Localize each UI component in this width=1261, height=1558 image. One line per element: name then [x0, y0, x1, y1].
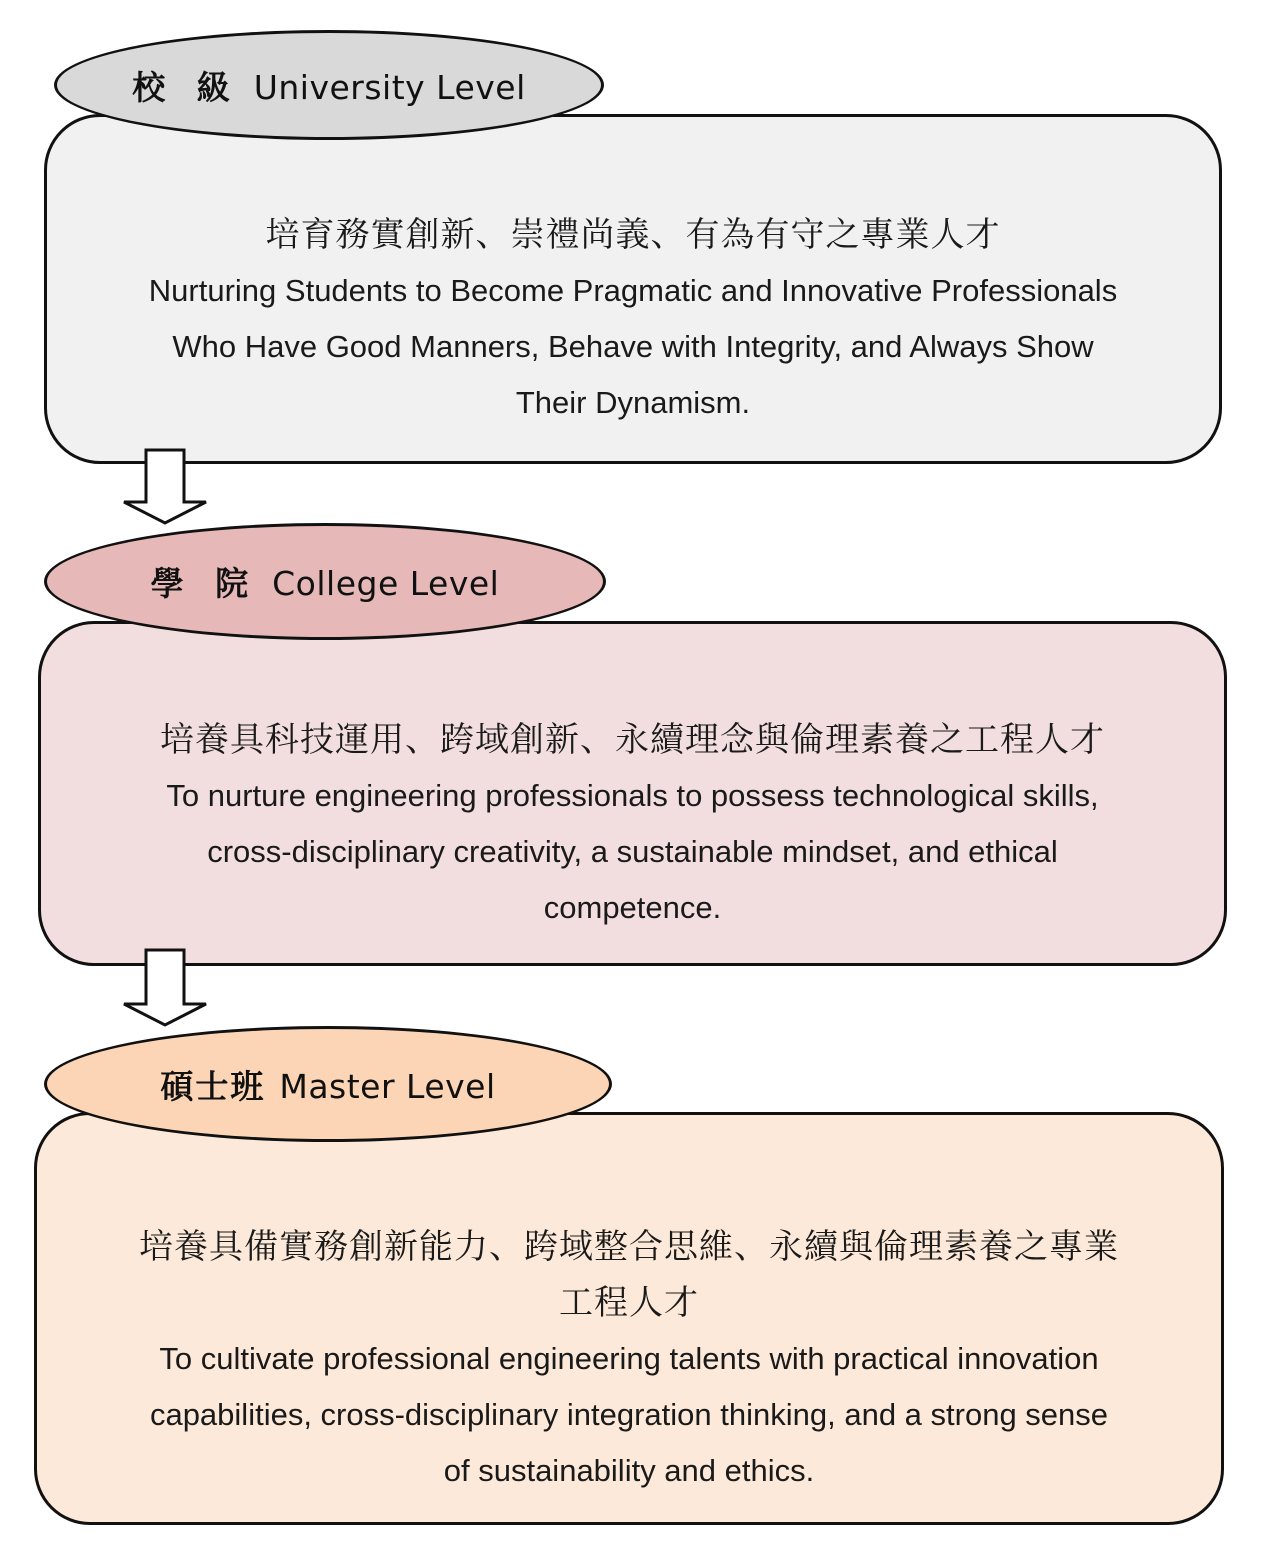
college-level-box	[38, 621, 1227, 966]
university-goal-en-line: Their Dynamism.	[515, 385, 751, 420]
university-level-header	[54, 30, 604, 140]
university-level-box	[44, 114, 1222, 464]
college-level-label	[151, 558, 500, 605]
down-arrow-icon	[122, 948, 210, 1028]
university-goal-en-line: Who Have Good Manners, Behave with Integrity, and Always Show	[172, 329, 1094, 364]
college-level-content	[78, 712, 1188, 936]
college-goal-zh: 培養具科技運用、跨域創新、永續理念與倫理素養之工程人才	[160, 719, 1105, 760]
master-level-label-zh: 碩士班	[160, 1066, 266, 1106]
university-level-label-en: University Level	[253, 67, 526, 107]
college-goal-en-line: cross-disciplinary creativity, a sustainable mindset, and ethical	[207, 833, 1058, 869]
university-level-content	[78, 207, 1188, 431]
college-level-label-zh: 學 院	[150, 564, 259, 603]
master-level-content	[74, 1219, 1184, 1499]
down-arrow-icon	[122, 448, 210, 526]
college-goal-en-line: To nurture engineering professionals to possess technological skills,	[166, 777, 1099, 813]
college-goal-en-line: competence.	[543, 889, 722, 925]
college-level-header	[44, 523, 606, 640]
college-level-label-en: College Level	[272, 564, 500, 603]
master-goal-zh-line: 培養具備實務創新能力、跨域整合思維、永續與倫理素養之專業	[139, 1226, 1119, 1267]
university-level-label-zh: 校 級	[132, 67, 240, 107]
master-level-label	[160, 1061, 495, 1108]
university-goal-en-line: Nurturing Students to Become Pragmatic and Innovative Professionals	[148, 273, 1118, 308]
master-level-label-en: Master Level	[279, 1066, 496, 1106]
master-level-header	[44, 1026, 612, 1142]
master-goal-en-line: To cultivate professional engineering talents with practical innovation	[159, 1340, 1099, 1376]
master-goal-zh-line: 工程人才	[559, 1282, 699, 1323]
master-goal-en-line: capabilities, cross-disciplinary integration thinking, and a strong sense	[149, 1396, 1109, 1432]
master-level-box	[34, 1112, 1224, 1525]
master-goal-en-line: of sustainability and ethics.	[443, 1452, 815, 1488]
university-goal-zh: 培育務實創新、崇禮尚義、有為有守之專業人才	[265, 215, 1001, 255]
university-level-label	[132, 62, 526, 109]
